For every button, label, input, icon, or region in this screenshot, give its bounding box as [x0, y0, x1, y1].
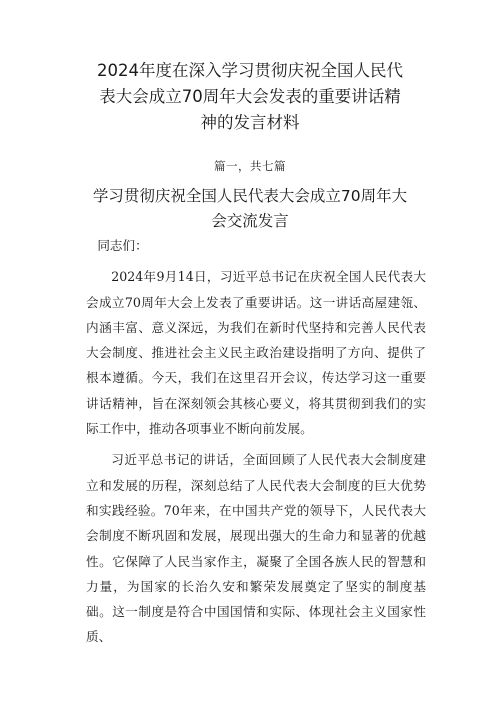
body-text: [86, 233, 426, 650]
paragraph-1: 2024年9月14日，习近平总书记在庆祝全国人民代表大会成立70周年大会上发表了重要讲话。这一讲话高屋建瓴、内涵丰富、意义深远，为我们在新时代坚持和完善人民代表大会制度、推进社会主义民主政治建设指明了方向、提供了根本遵循。今天，我们在这里召开会议，传达学习这一重要讲话精神，旨在深刻领会其核心要义，将其贯彻到我们的实际工作中，推动各项事业不断向前发展。: [86, 269, 426, 437]
greeting: 同志们：: [97, 238, 148, 253]
title-line-3: 神的发言材料: [200, 113, 300, 132]
document-title: [85, 58, 415, 136]
title-line-2: 表大会成立70周年大会发表的重要讲话精: [99, 87, 401, 106]
section-label: 篇一，共七篇: [214, 159, 286, 173]
section-title-line-2: 会交流发言: [211, 212, 289, 230]
paragraph-2: 习近平总书记的讲话，全面回顾了人民代表大会制度建立和发展的历程，深刻总结了人民代表大会制度的巨大优势和实践经验。70年来，在中国共产党的领导下，人民代表大会制度不断巩固和发展，展现出强大的生命力和显著的优越性。它保障了人民当家作主，凝聚了全国各族人民的智慧和力量，为国家的长治久安和繁荣发展奠定了坚实的制度基础。这一制度是符合中国国情和实际、体现社会主义国家性质、: [86, 452, 426, 645]
section-title-line-1: 学习贯彻庆祝全国人民代表大会成立70周年大: [92, 187, 408, 205]
section-title: [70, 184, 430, 234]
title-line-1: 2024年度在深入学习贯彻庆祝全国人民代: [97, 61, 403, 80]
